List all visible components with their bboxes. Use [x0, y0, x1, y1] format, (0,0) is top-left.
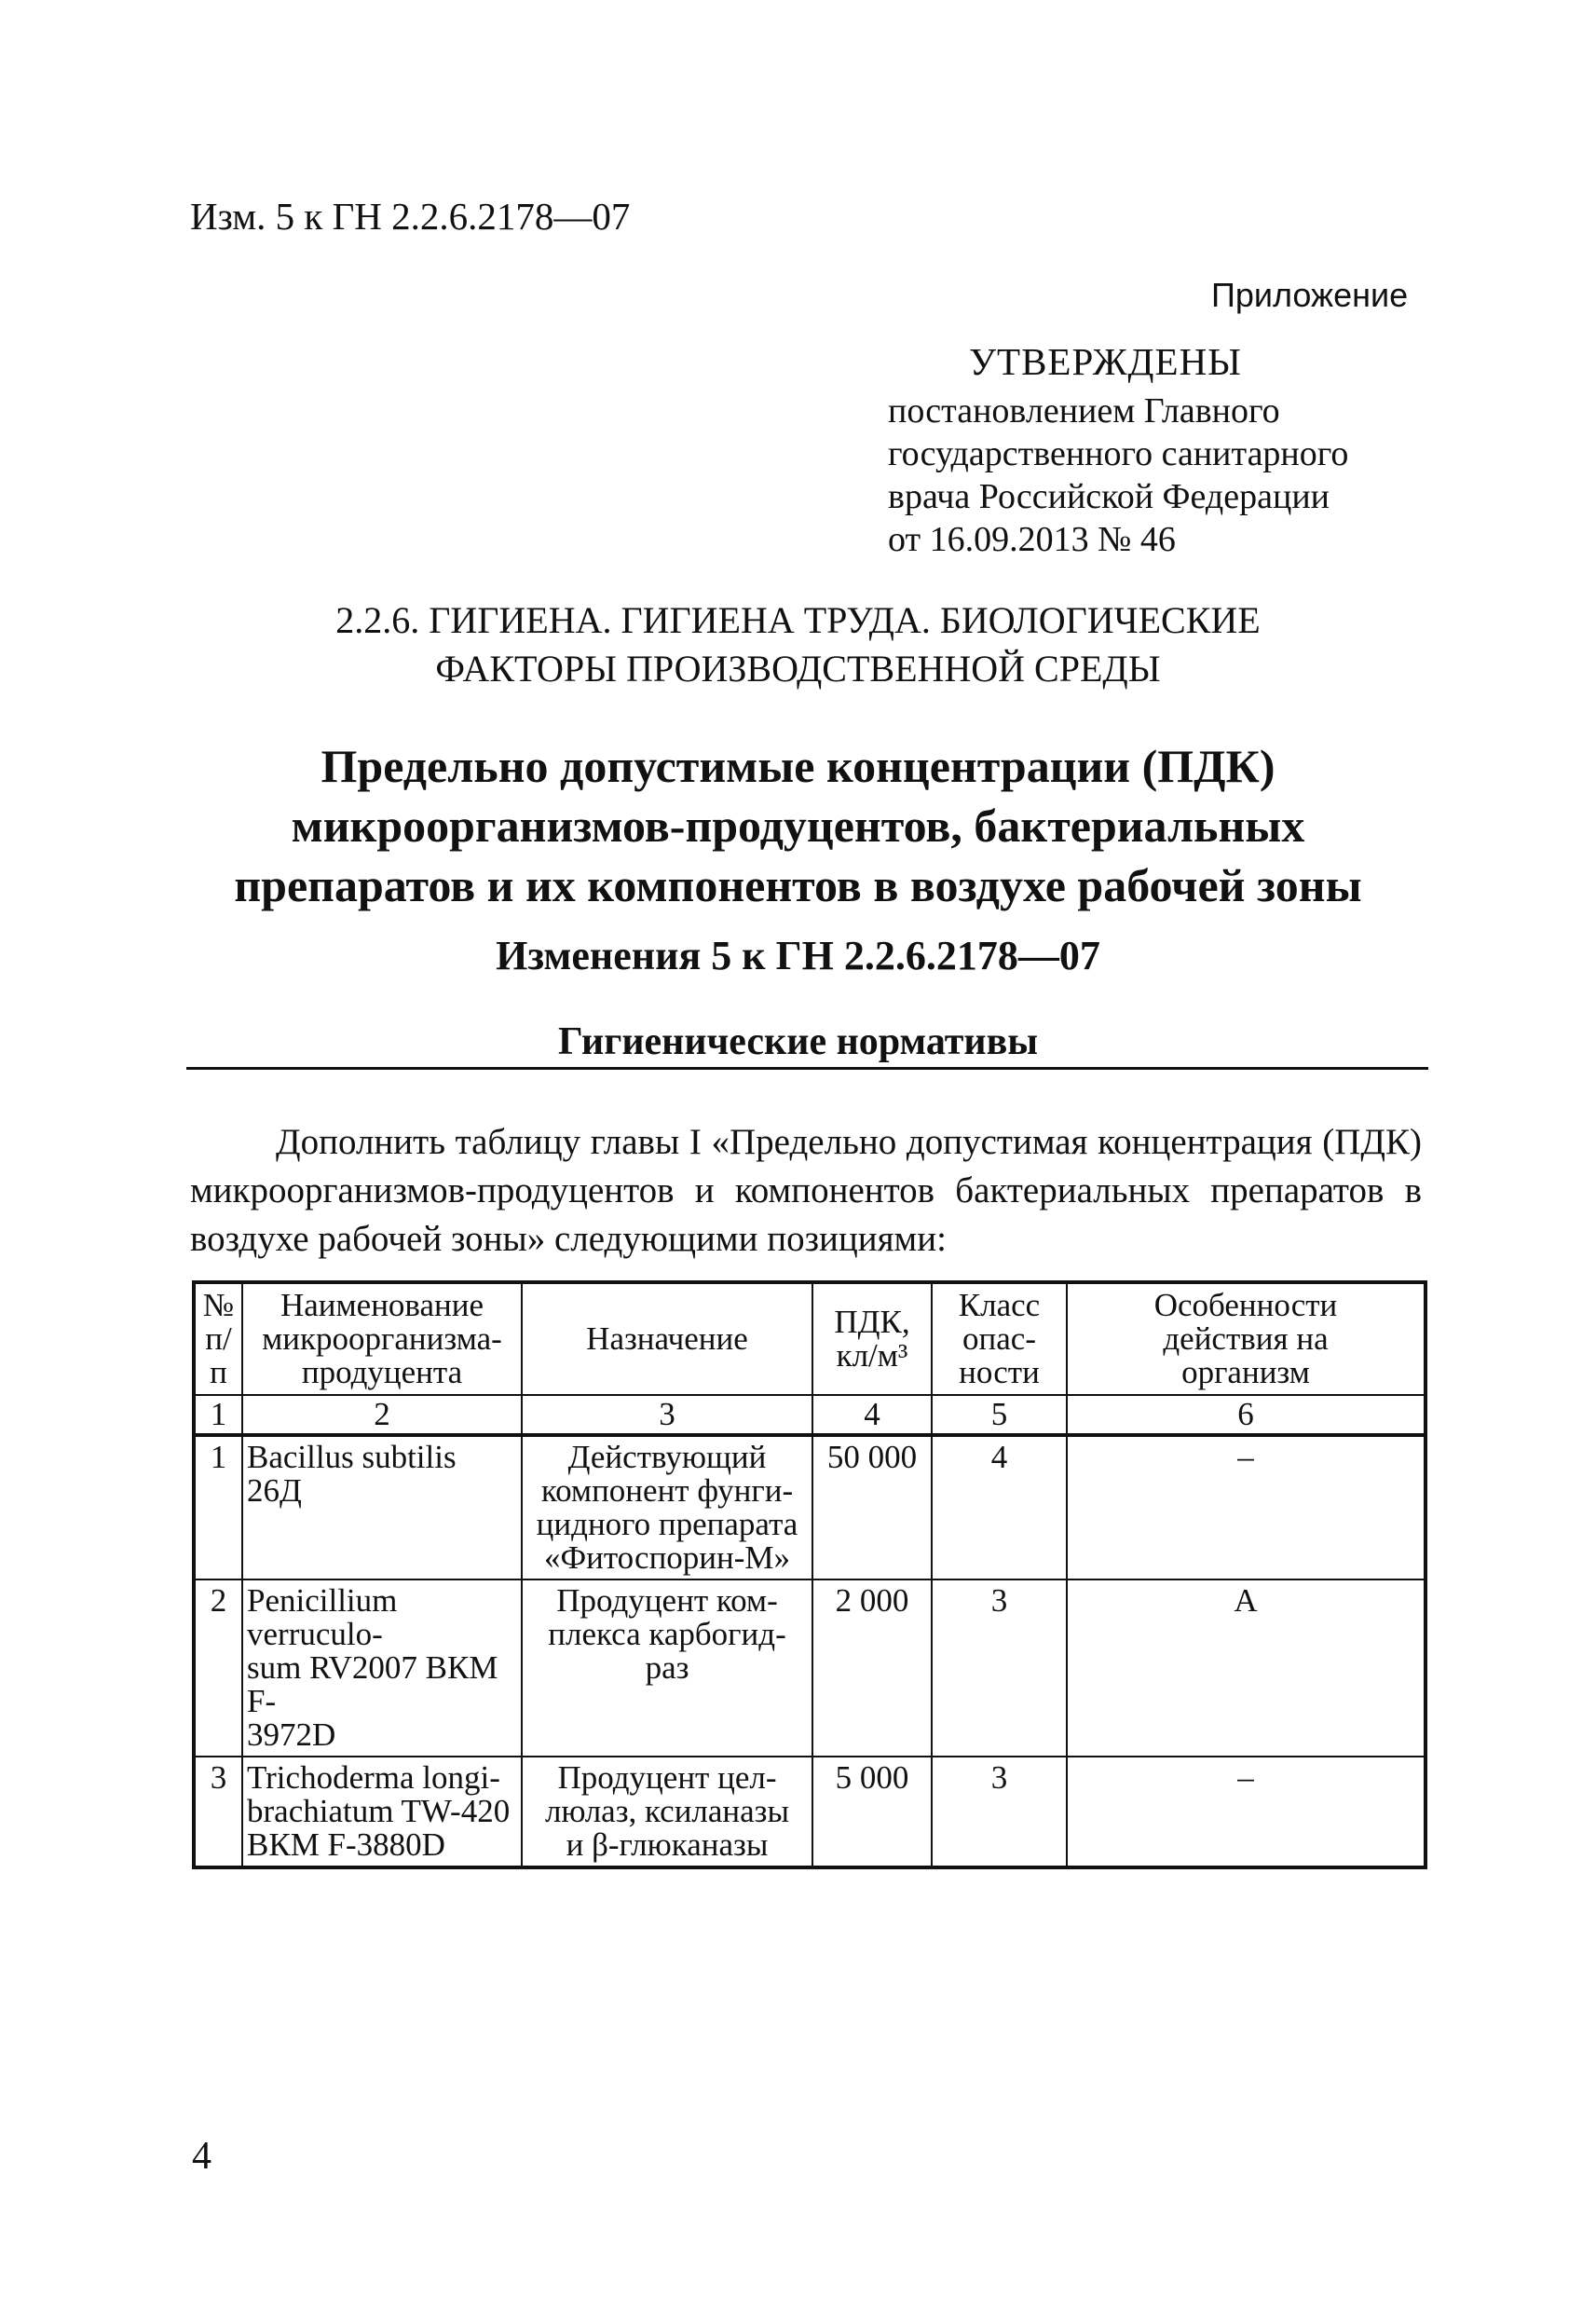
column-number: 4: [812, 1395, 932, 1435]
header-text: опас-: [962, 1320, 1036, 1357]
purpose-line: и β-глюканазы: [566, 1826, 769, 1863]
row-name: [242, 1435, 522, 1579]
norms-table: [192, 1280, 1427, 1869]
purpose-line: плекса карбогид-: [548, 1616, 786, 1652]
table-row: [194, 1579, 1425, 1757]
row-hazard-class: 3: [932, 1579, 1067, 1757]
title-line: препаратов и их компонентов в воздухе рабочей зоны: [234, 859, 1362, 911]
header-text: организм: [1181, 1354, 1310, 1390]
approval-date: от 16.09.2013 № 46: [888, 520, 1176, 559]
name-line: sum RV2007 ВКМ F-: [247, 1649, 498, 1719]
header-text: Наименование: [280, 1287, 484, 1323]
section-line: 2.2.6. ГИГИЕНА. ГИГИЕНА ТРУДА. БИОЛОГИЧЕСКИЕ: [335, 599, 1261, 641]
header-text: №: [202, 1287, 235, 1323]
row-num: 2: [194, 1579, 242, 1757]
table-header-row: [194, 1282, 1425, 1395]
title-line: микроорганизмов-продуцентов, бактериальных: [291, 800, 1305, 852]
document-title: [186, 736, 1410, 915]
table-row: [194, 1435, 1425, 1579]
approval-block: [888, 390, 1348, 561]
approval-line: государственного санитарного: [888, 434, 1349, 473]
horizontal-rule: [186, 1067, 1428, 1070]
header-pdk: [812, 1282, 932, 1395]
header-text: микроорганизма-: [262, 1320, 502, 1357]
purpose-line: компонент фунги-: [540, 1472, 794, 1509]
header-name: [242, 1282, 522, 1395]
column-number: 2: [242, 1395, 522, 1435]
name-line: Penicillium verruculo-: [247, 1582, 398, 1652]
header-text: Особенности: [1153, 1287, 1338, 1323]
name-line: brachiatum TW-420: [247, 1793, 511, 1829]
row-num: 1: [194, 1435, 242, 1579]
section-heading: [186, 596, 1410, 693]
approval-line: постановлением Главного: [888, 391, 1280, 431]
header-text: кл/м³: [836, 1337, 908, 1374]
header-purpose: Назначение: [522, 1282, 812, 1395]
row-effect: –: [1067, 1757, 1425, 1867]
page-number: 4: [192, 2135, 211, 2178]
purpose-line: Действующий: [567, 1439, 767, 1475]
column-number: 5: [932, 1395, 1067, 1435]
norms-heading: Гигиенические нормативы: [557, 1020, 1039, 1063]
row-name: [242, 1579, 522, 1757]
row-pdk: 2 000: [812, 1579, 932, 1757]
column-number-row: [194, 1395, 1425, 1435]
purpose-line: «Фитоспорин-М»: [543, 1539, 791, 1576]
title-line: Предельно допустимые концентрации (ПДК): [321, 740, 1275, 792]
name-line: 3972D: [247, 1716, 336, 1753]
name-line: Bacillus subtilis 26Д: [247, 1439, 457, 1509]
purpose-line: Продуцент ком-: [556, 1582, 778, 1619]
header-num: [194, 1282, 242, 1395]
row-purpose: [522, 1435, 812, 1579]
row-hazard-class: 4: [932, 1435, 1067, 1579]
purpose-line: раз: [645, 1649, 689, 1686]
header-text: продуцента: [301, 1354, 463, 1390]
intro-paragraph: Дополнить таблицу главы I «Предельно допустимая концентрация (ПДК) микроорганизмов-продуцентов и компонентов бактериальных препаратов в воздухе рабочей зоны» следующими позициями:: [190, 1122, 1422, 1259]
header-hazard-class: [932, 1282, 1067, 1395]
header-text: действия на: [1163, 1320, 1329, 1357]
row-name: [242, 1757, 522, 1867]
column-number: 6: [1067, 1395, 1425, 1435]
name-line: Trichoderma longi-: [247, 1759, 500, 1796]
header-text: п/п: [205, 1320, 232, 1390]
document-reference: Изм. 5 к ГН 2.2.6.2178—07: [190, 195, 631, 238]
header-text: ности: [959, 1354, 1040, 1390]
header-text: ПДК,: [834, 1304, 910, 1340]
row-num: 3: [194, 1757, 242, 1867]
approval-line: врача Российской Федерации: [888, 477, 1330, 516]
row-pdk: 50 000: [812, 1435, 932, 1579]
row-purpose: [522, 1579, 812, 1757]
purpose-line: Продуцент цел-: [557, 1759, 777, 1796]
header-effect: [1067, 1282, 1425, 1395]
header-text: Класс: [958, 1287, 1041, 1323]
row-hazard-class: 3: [932, 1757, 1067, 1867]
appendix-label: Приложение: [1211, 276, 1409, 314]
table-row: [194, 1757, 1425, 1867]
name-line: ВКМ F-3880D: [247, 1826, 445, 1863]
section-line: ФАКТОРЫ ПРОИЗВОДСТВЕННОЙ СРЕДЫ: [435, 648, 1161, 690]
purpose-line: цидного препарата: [536, 1506, 798, 1542]
row-pdk: 5 000: [812, 1757, 932, 1867]
changes-heading: Изменения 5 к ГН 2.2.6.2178—07: [496, 933, 1100, 978]
approved-heading: УТВЕРЖДЕНЫ: [969, 340, 1242, 383]
row-effect: А: [1067, 1579, 1425, 1757]
row-purpose: [522, 1757, 812, 1867]
purpose-line: люлаз, ксиланазы: [544, 1793, 790, 1829]
column-number: 1: [194, 1395, 242, 1435]
row-effect: –: [1067, 1435, 1425, 1579]
column-number: 3: [522, 1395, 812, 1435]
